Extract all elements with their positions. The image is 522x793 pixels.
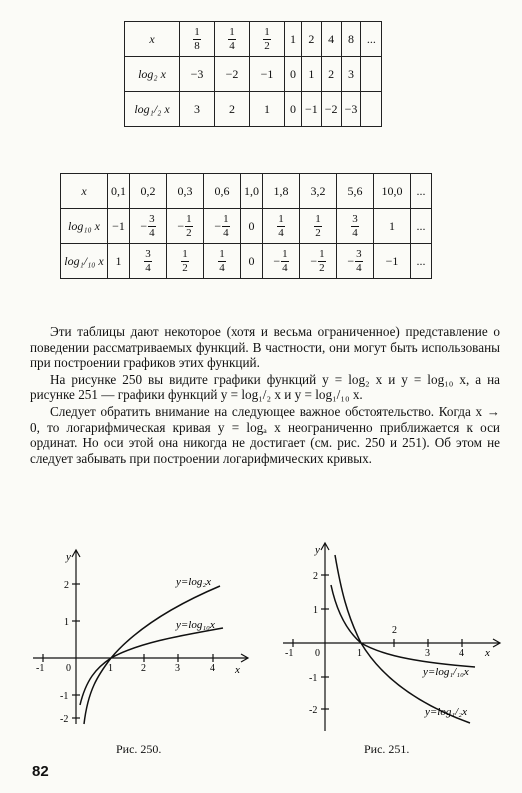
table-cell: − $\frac{1}{4}$ — [204, 209, 241, 244]
x-tick-label: 2 — [141, 663, 146, 674]
table-cell: 8 — [341, 22, 361, 57]
table-cell: log₁/₂ x — [125, 92, 180, 127]
table-cell: 0,1 — [108, 174, 130, 209]
figure-250 — [28, 540, 253, 730]
x-tick-label: 4 — [210, 663, 215, 674]
y-axis-label: y — [315, 544, 320, 556]
table-cell — [361, 57, 382, 92]
x-axis-label: x — [235, 664, 240, 676]
log-half-curve — [335, 555, 470, 723]
table-cell: 1 — [108, 244, 130, 279]
table-log2 — [124, 21, 382, 127]
x-tick-label: 2 — [392, 625, 397, 636]
paragraph: На рисунке 250 вы видите графики функций y = log₂ x и y = log₁₀ x, а на рисунке 251 — графики функций y = log₁/₂ x и y = log₁/₁₀ x. — [30, 371, 500, 403]
table-cell: log₁/₁₀ x — [61, 244, 108, 279]
y-tick-label: -2 — [309, 705, 318, 716]
table-cell: 0 — [285, 57, 302, 92]
figure-251 — [275, 535, 505, 735]
table-log10 — [60, 173, 432, 279]
table-cell: −1 — [374, 244, 411, 279]
table-row — [125, 57, 382, 92]
table-cell: $\frac{1}{2}$ — [300, 209, 337, 244]
table-cell: −1 — [108, 209, 130, 244]
table-cell: $\frac{1}{4}$ — [215, 22, 250, 57]
y-tick-label: -1 — [309, 673, 318, 684]
log2-curve — [84, 586, 220, 724]
y-tick-label: -2 — [60, 714, 69, 725]
y-tick-label: -1 — [60, 691, 69, 702]
table-cell: − $\frac{1}{2}$ — [167, 209, 204, 244]
curve-label: y=log₁₀x — [176, 619, 215, 631]
y-axis-label: y — [66, 551, 71, 563]
table-cell: 1,0 — [241, 174, 263, 209]
x-tick-label: 0 — [66, 663, 71, 674]
table-cell: 0,6 — [204, 174, 241, 209]
paragraph: Эти таблицы дают некоторое (хотя и весьма ограниченное) представление о поведении рассматриваемых функций. В частности, они могут быть использованы при построении графиков этих функций. — [30, 324, 500, 371]
table-cell: $\frac{1}{4}$ — [204, 244, 241, 279]
table-cell: $\frac{3}{4}$ — [337, 209, 374, 244]
table-cell: ... — [411, 244, 432, 279]
table-cell: x — [61, 174, 108, 209]
table-cell: 10,0 — [374, 174, 411, 209]
log10-curve — [80, 628, 223, 705]
table-cell: 1 — [374, 209, 411, 244]
y-tick-label: 1 — [64, 617, 69, 628]
table-cell: 1 — [250, 92, 285, 127]
table-cell: 3,2 — [300, 174, 337, 209]
table-cell: − $\frac{1}{2}$ — [300, 244, 337, 279]
table-cell: 2 — [321, 57, 341, 92]
page-number: 82 — [32, 763, 49, 780]
paragraph: Следует обратить внимание на следующее важное обстоятельство. Когда x → 0, то логарифмическая кривая y = logₐ x неограниченно приближается к оси ординат. Но оси этой она никогда не достигает (см. рис. 250 и 251). Об этом не следует забывать при построении логарифмических кривых. — [30, 403, 500, 466]
table-cell: log₂ x — [125, 57, 180, 92]
x-tick-label: 3 — [175, 663, 180, 674]
table-cell: −2 — [321, 92, 341, 127]
table-row — [61, 209, 432, 244]
table-cell: 2 — [302, 22, 322, 57]
table-cell: ... — [411, 174, 432, 209]
curve-label: y=log₁/₁₀x — [423, 666, 469, 678]
table-cell: x — [125, 22, 180, 57]
table-row — [61, 244, 432, 279]
table-cell: 4 — [321, 22, 341, 57]
table-cell: −1 — [250, 57, 285, 92]
table-cell: 3 — [341, 57, 361, 92]
x-tick-label: 4 — [459, 648, 464, 659]
figure-caption: Рис. 250. — [116, 742, 162, 756]
x-tick-label: 1 — [108, 663, 113, 674]
table-cell: −3 — [180, 57, 215, 92]
table-cell: − $\frac{3}{4}$ — [130, 209, 167, 244]
table-cell: ... — [361, 22, 382, 57]
table-cell: $\frac{1}{2}$ — [250, 22, 285, 57]
table-cell: $\frac{1}{4}$ — [263, 209, 300, 244]
table-cell: $\frac{1}{8}$ — [180, 22, 215, 57]
body-text — [30, 324, 500, 466]
y-tick-label: 1 — [313, 605, 318, 616]
curve-label: y=log₁/₂x — [425, 706, 467, 718]
table-cell: 1,8 — [263, 174, 300, 209]
table-cell: $\frac{1}{2}$ — [167, 244, 204, 279]
table-row — [125, 92, 382, 127]
table-cell: 1 — [302, 57, 322, 92]
table-cell: 2 — [215, 92, 250, 127]
table-cell: ... — [411, 209, 432, 244]
x-axis-label: x — [485, 647, 490, 659]
table-cell: log₁₀ x — [61, 209, 108, 244]
table-cell: 0 — [285, 92, 302, 127]
table-cell: 5,6 — [337, 174, 374, 209]
table-cell: −3 — [341, 92, 361, 127]
table-cell: 0,2 — [130, 174, 167, 209]
x-tick-label: 1 — [357, 648, 362, 659]
table-cell: −2 — [215, 57, 250, 92]
y-tick-label: 2 — [313, 571, 318, 582]
table-cell: − $\frac{3}{4}$ — [337, 244, 374, 279]
table-cell: 1 — [285, 22, 302, 57]
table-cell: 0,3 — [167, 174, 204, 209]
table-cell: −1 — [302, 92, 322, 127]
table-cell: 0 — [241, 244, 263, 279]
y-tick-label: 2 — [64, 580, 69, 591]
table-cell: − $\frac{1}{4}$ — [263, 244, 300, 279]
x-tick-label: 0 — [315, 648, 320, 659]
table-cell: 3 — [180, 92, 215, 127]
x-tick-label: -1 — [285, 648, 294, 659]
figure-caption: Рис. 251. — [364, 742, 410, 756]
table-cell — [361, 92, 382, 127]
table-cell: $\frac{3}{4}$ — [130, 244, 167, 279]
table-cell: 0 — [241, 209, 263, 244]
x-tick-label: -1 — [36, 663, 45, 674]
table-row — [125, 22, 382, 57]
x-tick-label: 3 — [425, 648, 430, 659]
table-row — [61, 174, 432, 209]
curve-label: y=log₂x — [176, 576, 212, 588]
